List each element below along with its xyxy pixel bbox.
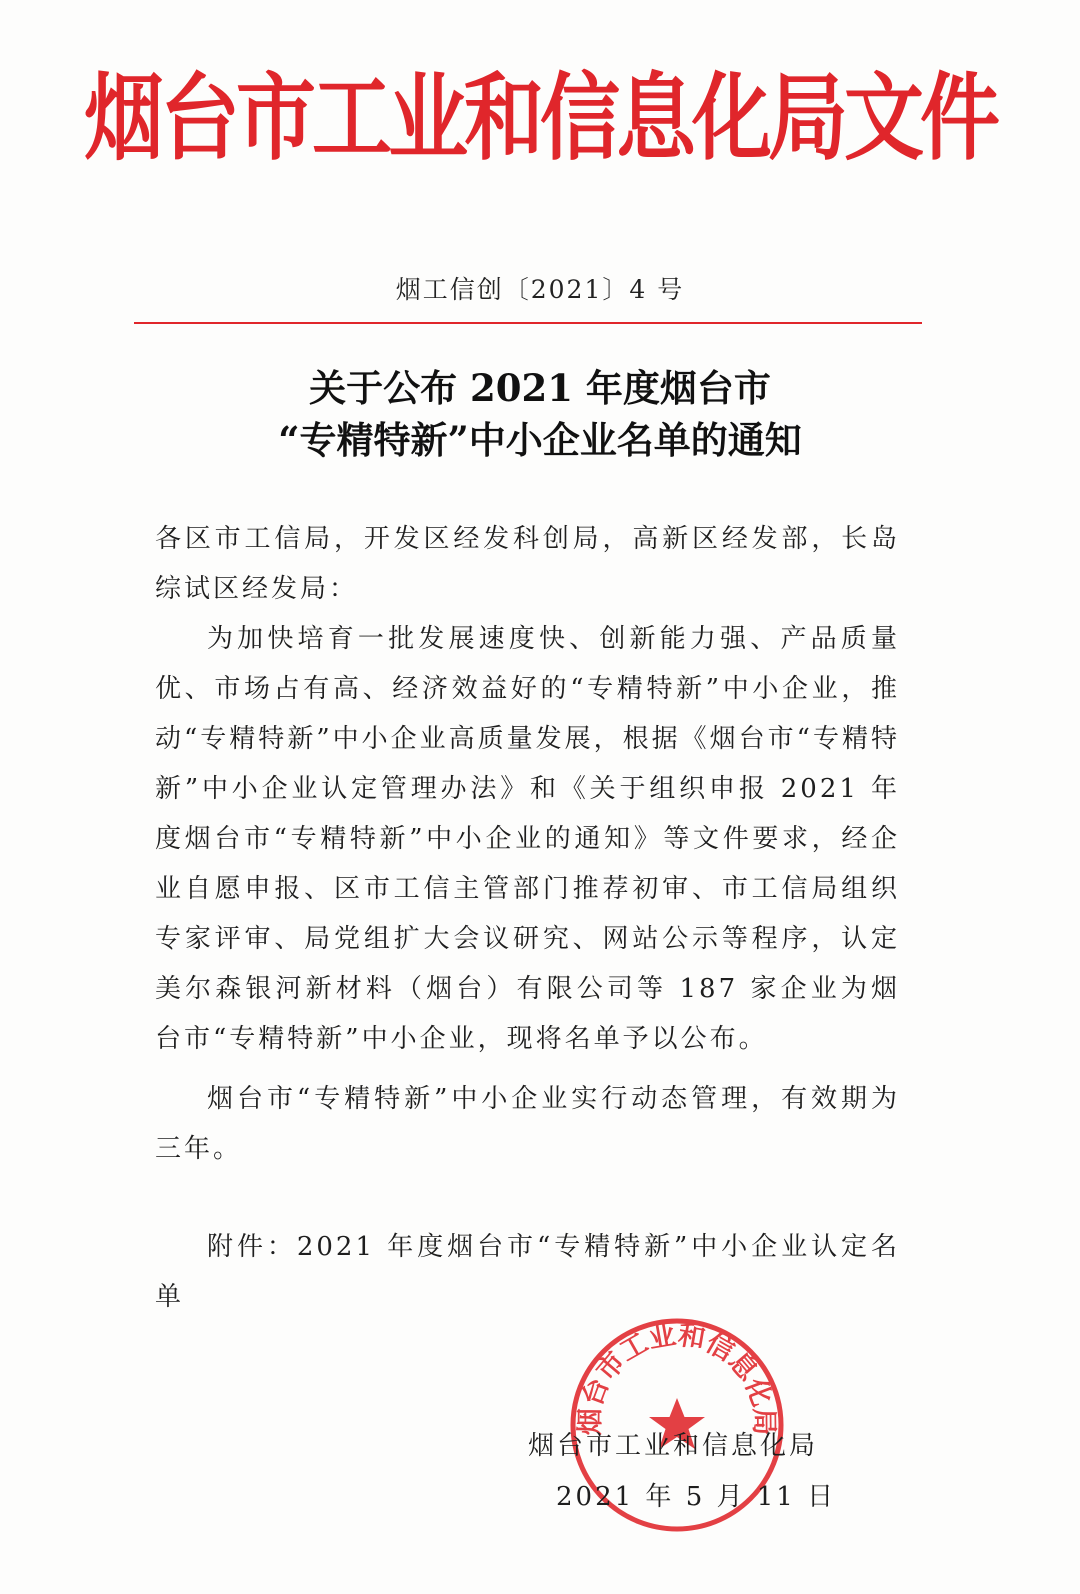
addressee: 各区市工信局，开发区经发科创局，高新区经发部，长岛综试区经发局： bbox=[155, 524, 900, 604]
title-line-1: 关于公布 2021 年度烟台市 bbox=[309, 366, 771, 410]
signing-organization: 烟台市工业和信息化局 bbox=[528, 1431, 819, 1461]
title-line-2: “专精特新”中小企业名单的通知 bbox=[278, 418, 802, 462]
attachment-line: 附件：2021 年度烟台市“专精特新”中小企业认定名单 bbox=[155, 1232, 900, 1312]
document-masthead: 烟台市工业和信息化局文件 bbox=[84, 63, 996, 174]
body-paragraph-2: 烟台市“专精特新”中小企业实行动态管理，有效期为三年。 bbox=[155, 1084, 900, 1164]
body-paragraph-1: 为加快培育一批发展速度快、创新能力强、产品质量优、市场占有高、经济效益好的“专精特新”中小企业，推动“专精特新”中小企业高质量发展，根据《烟台市“专精特新”中小企业认定管理办法》和《关于组织申报 2021 年度烟台市“专精特新”中小企业的通知》等文件要求，经企业自愿申报、区市工信主管部门推荐初审、市工信局组织专家评审、局党组扩大会议研究、网站公示等程序，认定美尔森银河新材料（烟台）有限公司等 187 家企业为烟台市“专精特新”中小企业，现将名单予以公布。 bbox=[155, 624, 900, 1054]
signing-date: 2021 年 5 月 11 日 bbox=[556, 1482, 837, 1512]
red-divider-line bbox=[134, 322, 922, 324]
document-title bbox=[0, 362, 1080, 466]
seal-text: 烟台市工业和信息化局 bbox=[574, 1319, 780, 1436]
document-body bbox=[155, 514, 900, 1322]
document-number: 烟工信创〔2021〕4 号 bbox=[395, 275, 685, 304]
